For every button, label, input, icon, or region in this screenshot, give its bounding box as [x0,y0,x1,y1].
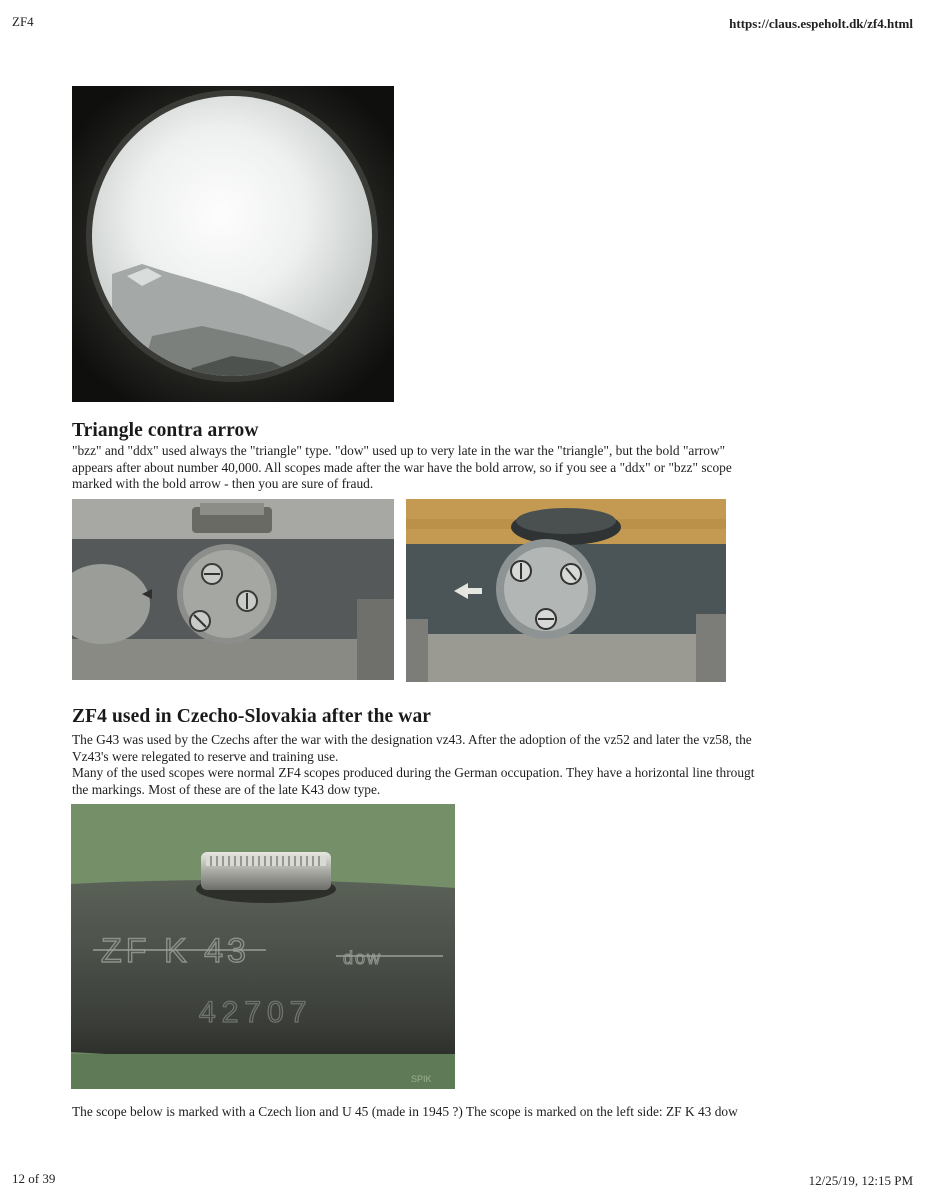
paragraph-line: Vz43's were relegated to reserve and training use. [72,748,339,764]
arrow-turret-photo [406,499,726,682]
triangle-paragraph [72,443,732,493]
photo-watermark: SPIK [411,1074,432,1084]
paragraph-line: Many of the used scopes were normal ZF4 scopes produced during the German occupation. They have a horizontal line througt [72,765,755,780]
page-counter: 12 of 39 [12,1171,56,1186]
engraving-dow: dow [343,948,383,968]
paragraph-line: The G43 was used by the Czechs after the war with the designation vz43. After the adoption of the vz52 and later the vz58, the [72,732,752,747]
page-header-title: ZF4 [12,14,34,29]
paragraph-line: the markings. Most of these are of the late K43 dow type. [72,781,381,797]
paragraph-line: "bzz" and "ddx" used always the "triangle" type. "dow" used up to very late in the war the "triangle", but the bold "arrow" [72,443,726,458]
engraving-serial: 42707 [199,996,313,1029]
closing-paragraph: The scope below is marked with a Czech lion and U 45 (made in 1945 ?) The scope is marked on the left side: ZF K 43 dow [72,1104,738,1119]
paragraph-line: appears after about number 40,000. All scopes made after the war have the bold arrow, so if you see a "ddx" or "bzz" scope [72,459,732,475]
section-heading-czech: ZF4 used in Czecho-Slovakia after the war [72,706,432,727]
paragraph-line: marked with the bold arrow - then you are sure of fraud. [72,476,374,491]
section-heading-triangle: Triangle contra arrow [72,420,259,441]
zf-k43-marking-photo [71,804,455,1089]
triangle-turret-photo [72,499,394,680]
scope-view-photo [72,86,394,402]
engraving-zf-k43: ZF K 43 [101,932,250,970]
print-timestamp: 12/25/19, 12:15 PM [808,1173,913,1188]
page-header-url[interactable]: https://claus.espeholt.dk/zf4.html [729,16,913,31]
czech-paragraph [72,732,754,798]
